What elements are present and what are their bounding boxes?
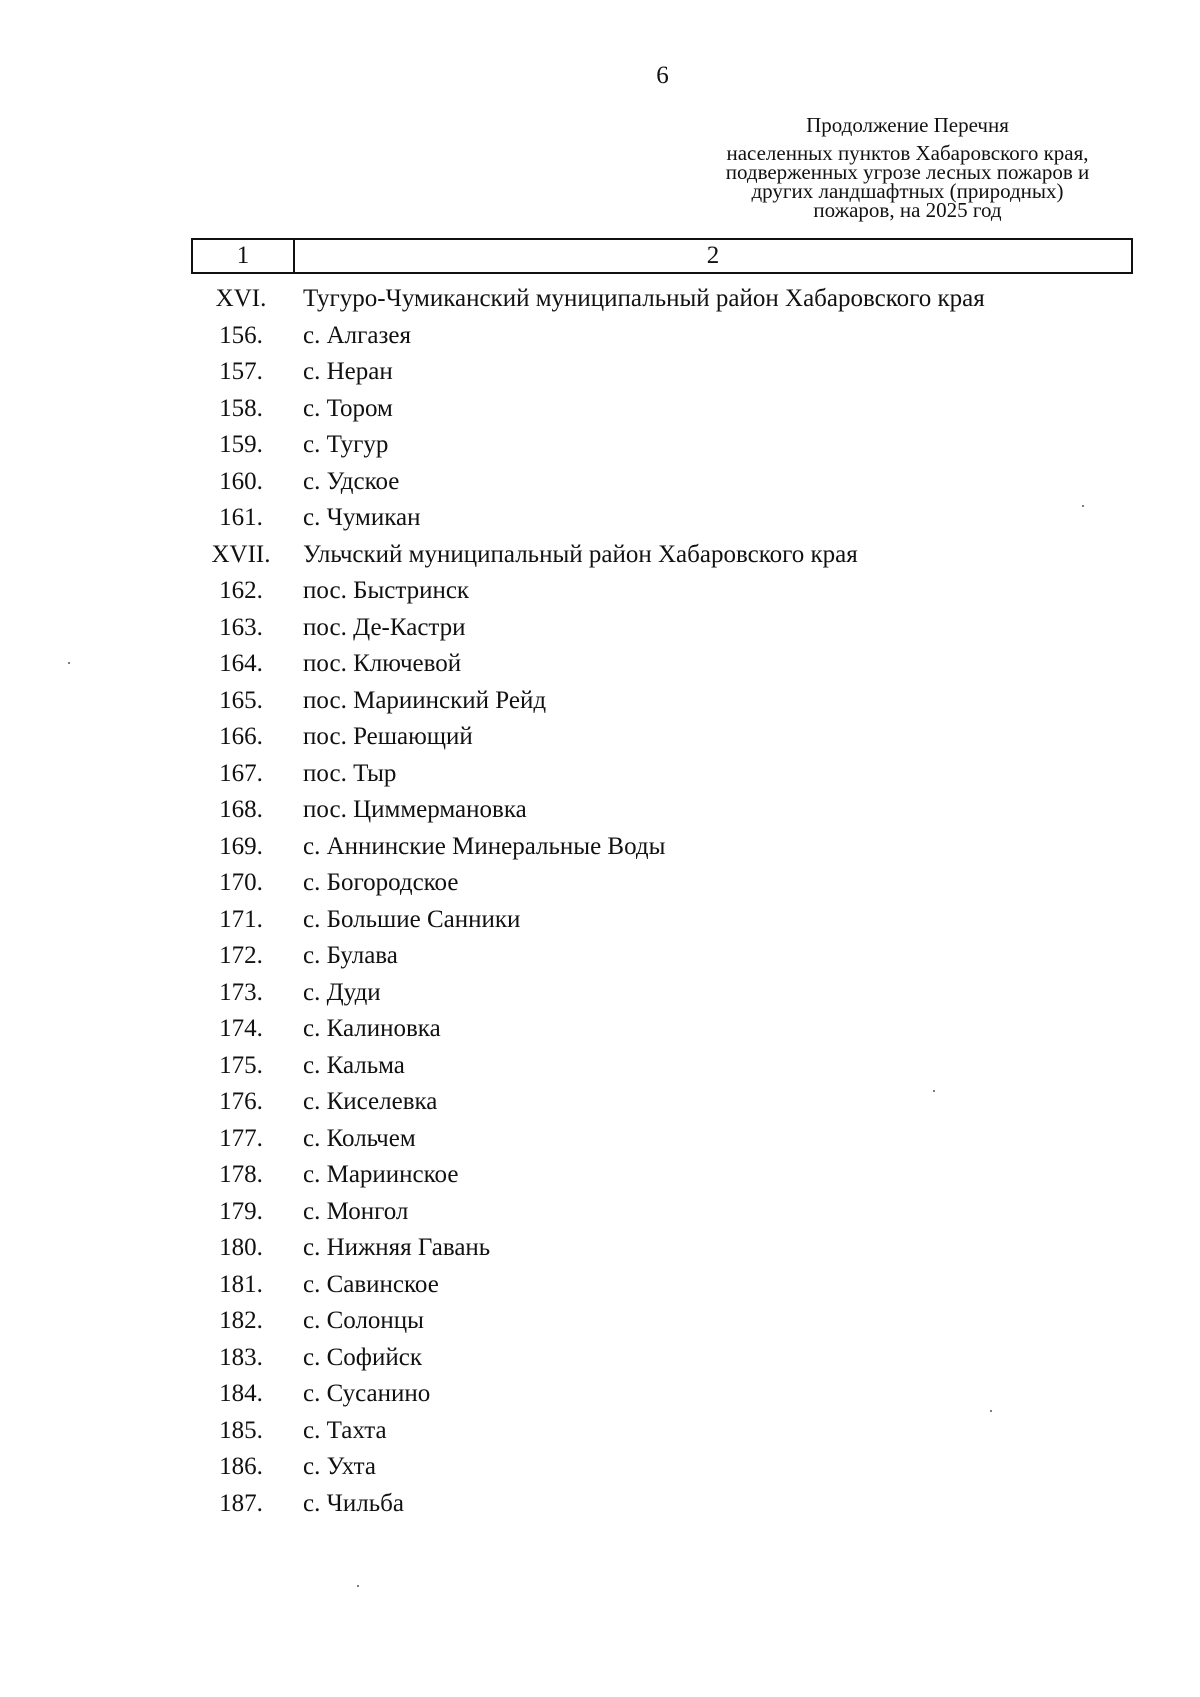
settlement-name: с. Булава bbox=[303, 942, 398, 970]
row-number: 187. bbox=[219, 1489, 263, 1517]
scan-speck bbox=[933, 1090, 935, 1092]
table-row bbox=[191, 975, 1141, 1012]
settlement-name: с. Неран bbox=[303, 358, 393, 386]
row-number: 186. bbox=[219, 1453, 263, 1481]
row-number: 169. bbox=[219, 832, 263, 860]
table-row bbox=[191, 1340, 1141, 1377]
table-row bbox=[191, 792, 1141, 829]
table-row bbox=[191, 500, 1141, 537]
table-row bbox=[191, 646, 1141, 683]
table-row bbox=[191, 1048, 1141, 1085]
heading-line-2: населенных пунктов Хабаровского края, bbox=[726, 141, 1089, 165]
row-number: XVII. bbox=[211, 540, 271, 568]
row-number: 183. bbox=[219, 1343, 263, 1371]
row-number: 176. bbox=[219, 1088, 263, 1116]
table-row bbox=[191, 865, 1141, 902]
settlement-name: пос. Решающий bbox=[303, 723, 473, 751]
table-row bbox=[191, 318, 1141, 355]
row-number: 171. bbox=[219, 905, 263, 933]
settlement-name: пос. Ключевой bbox=[303, 650, 462, 678]
row-number: 184. bbox=[219, 1380, 263, 1408]
row-number: 163. bbox=[219, 613, 263, 641]
table-row bbox=[191, 1413, 1141, 1450]
row-number: 162. bbox=[219, 577, 263, 605]
settlement-name: с. Тором bbox=[303, 394, 393, 422]
table-row bbox=[191, 1267, 1141, 1304]
table-column-header bbox=[191, 238, 1133, 274]
table-row bbox=[191, 829, 1141, 866]
scan-speck bbox=[1082, 505, 1084, 507]
row-number: 179. bbox=[219, 1197, 263, 1225]
settlement-name: с. Калиновка bbox=[303, 1015, 441, 1043]
heading-line-3: подверженных угрозе лесных пожаров и bbox=[725, 160, 1090, 184]
table-row bbox=[191, 464, 1141, 501]
table-row bbox=[191, 902, 1141, 939]
settlement-name: с. Кольчем bbox=[303, 1124, 416, 1152]
row-number: 166. bbox=[219, 723, 263, 751]
table-row bbox=[191, 391, 1141, 428]
settlement-name: пос. Быстринск bbox=[303, 577, 470, 605]
row-number: 165. bbox=[219, 686, 263, 714]
settlement-name: с. Чильба bbox=[303, 1489, 404, 1517]
row-number: 170. bbox=[219, 869, 263, 897]
row-number: 168. bbox=[219, 796, 263, 824]
row-number: XVI. bbox=[215, 285, 267, 313]
table-row bbox=[191, 1486, 1141, 1523]
settlement-name: с. Софийск bbox=[303, 1343, 422, 1371]
row-number: 174. bbox=[219, 1015, 263, 1043]
row-number: 175. bbox=[219, 1051, 263, 1079]
table-row bbox=[191, 1011, 1141, 1048]
table-row bbox=[191, 1157, 1141, 1194]
settlement-name: с. Мариинское bbox=[303, 1161, 459, 1189]
settlement-name: с. Чумикан bbox=[303, 504, 421, 532]
settlement-list bbox=[191, 281, 1141, 1522]
table-row bbox=[191, 573, 1141, 610]
settlement-name: с. Алгазея bbox=[303, 321, 411, 349]
table-row bbox=[191, 683, 1141, 720]
row-number: 159. bbox=[219, 431, 263, 459]
settlement-name: с. Тахта bbox=[303, 1416, 387, 1444]
row-number: 181. bbox=[219, 1270, 263, 1298]
settlement-name: с. Богородское bbox=[303, 869, 459, 897]
settlement-name: с. Сусанино bbox=[303, 1380, 431, 1408]
row-number: 178. bbox=[219, 1161, 263, 1189]
row-number: 172. bbox=[219, 942, 263, 970]
settlement-name: с. Солонцы bbox=[303, 1307, 424, 1335]
table-row bbox=[191, 354, 1141, 391]
row-number: 161. bbox=[219, 504, 263, 532]
row-number: 173. bbox=[219, 978, 263, 1006]
heading-line-4: других ландшафтных (природных) bbox=[751, 179, 1064, 203]
column-header-1: 1 bbox=[193, 240, 295, 272]
settlement-name: с. Монгол bbox=[303, 1197, 409, 1225]
row-number: 157. bbox=[219, 358, 263, 386]
row-number: 160. bbox=[219, 467, 263, 495]
settlement-name: Ульчский муниципальный район Хабаровского края bbox=[303, 540, 858, 568]
settlement-name: с. Ухта bbox=[303, 1453, 376, 1481]
scan-speck bbox=[990, 1410, 992, 1412]
table-row bbox=[191, 1303, 1141, 1340]
settlement-name: с. Савинское bbox=[303, 1270, 439, 1298]
settlement-name: с. Дуди bbox=[303, 978, 381, 1006]
settlement-name: с. Кальма bbox=[303, 1051, 405, 1079]
row-number: 158. bbox=[219, 394, 263, 422]
settlement-name: с. Удское bbox=[303, 467, 400, 495]
row-number: 185. bbox=[219, 1416, 263, 1444]
table-row bbox=[191, 1121, 1141, 1158]
settlement-name: пос. Мариинский Рейд bbox=[303, 686, 547, 714]
table-row bbox=[191, 1230, 1141, 1267]
settlement-name: с. Нижняя Гавань bbox=[303, 1234, 491, 1262]
settlement-name: с. Аннинские Минеральные Воды bbox=[303, 832, 666, 860]
column-header-2: 2 bbox=[706, 242, 720, 269]
settlement-name: пос. Тыр bbox=[303, 759, 397, 787]
settlement-name: пос. Циммермановка bbox=[303, 796, 527, 824]
document-heading bbox=[685, 113, 1130, 222]
row-number: 167. bbox=[219, 759, 263, 787]
table-row bbox=[191, 1376, 1141, 1413]
row-number: 182. bbox=[219, 1307, 263, 1335]
row-number: 177. bbox=[219, 1124, 263, 1152]
table-row bbox=[191, 1194, 1141, 1231]
table-row bbox=[191, 719, 1141, 756]
heading-line-1: Продолжение Перечня bbox=[806, 113, 1009, 137]
settlement-name: пос. Де-Кастри bbox=[303, 613, 466, 641]
settlement-name: с. Большие Санники bbox=[303, 905, 521, 933]
table-row bbox=[191, 537, 1141, 574]
table-row bbox=[191, 281, 1141, 318]
table-row bbox=[191, 756, 1141, 793]
scan-speck bbox=[357, 1585, 359, 1587]
row-number: 156. bbox=[219, 321, 263, 349]
table-row bbox=[191, 427, 1141, 464]
settlement-name: с. Тугур bbox=[303, 431, 389, 459]
settlement-name: Тугуро-Чумиканский муниципальный район Хабаровского края bbox=[303, 285, 985, 313]
page-number: 6 bbox=[656, 62, 669, 89]
scan-speck bbox=[68, 662, 70, 664]
row-number: 180. bbox=[219, 1234, 263, 1262]
settlement-name: с. Киселевка bbox=[303, 1088, 438, 1116]
table-row bbox=[191, 610, 1141, 647]
table-row bbox=[191, 1084, 1141, 1121]
table-row bbox=[191, 1449, 1141, 1486]
heading-line-5: пожаров, на 2025 год bbox=[813, 198, 1002, 222]
table-row bbox=[191, 938, 1141, 975]
row-number: 164. bbox=[219, 650, 263, 678]
